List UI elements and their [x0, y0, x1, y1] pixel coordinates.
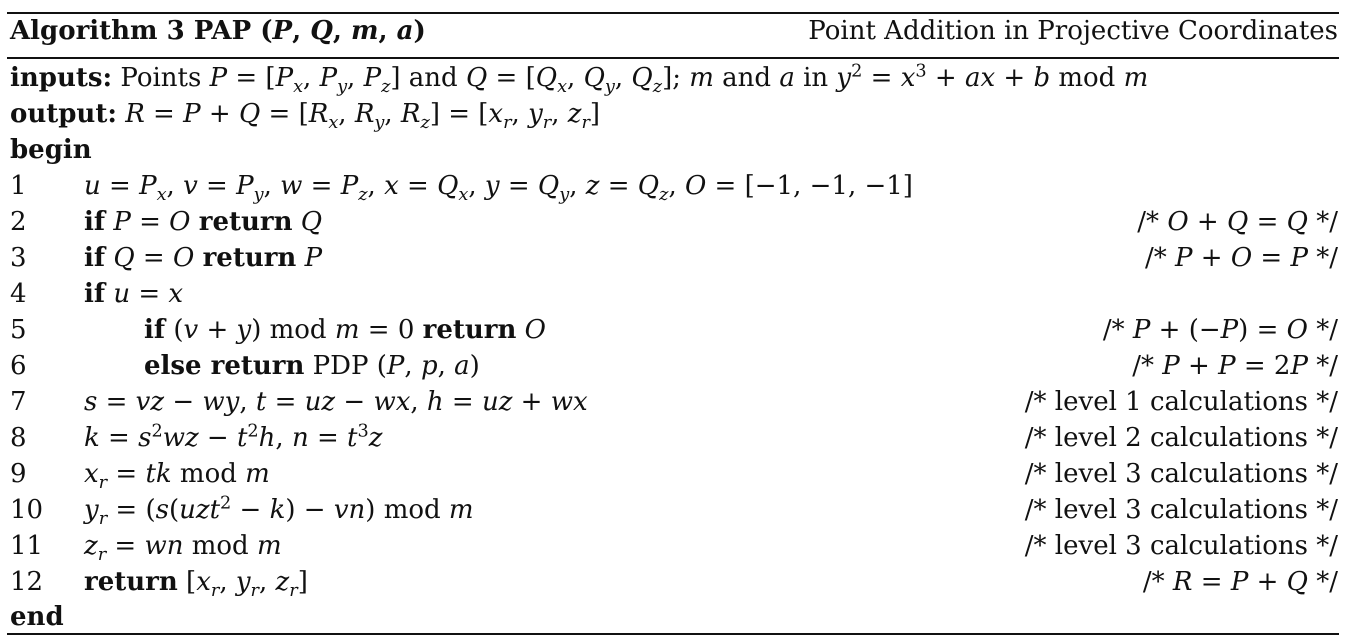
line-code: if (v + y) mod m = 0 return O [144, 315, 546, 345]
line-comment: /* level 3 calculations */ [1024, 531, 1338, 561]
line-code: else return PDP (P, p, a) [144, 351, 480, 381]
line-code: $y_r = (s(uzt^2 - k) - vn)$ mod m [84, 493, 474, 530]
inputs-line [10, 60, 1338, 96]
bottom-rule [7, 633, 1339, 635]
line-code: $u = P_x$, $v = P_y$, $w = P_z$, $x = Q_x$, $y = Q_y$, $z = Q_z$, O = [−1, −1, −1] [84, 171, 913, 206]
output-text: $R = P + Q = [R_x$, $R_y$, $R_z] = [x_r$, $y_r$, $z_r$] [125, 99, 601, 134]
algorithm-subtitle: Point Addition in Projective Coordinates [808, 16, 1338, 46]
code-line-5 [10, 312, 1338, 348]
code-line-11 [10, 528, 1338, 564]
line-number: 3 [10, 243, 27, 273]
line-comment: /* level 3 calculations */ [1024, 459, 1338, 489]
line-comment: /* P + (−P) = O */ [1102, 315, 1338, 345]
code-line-12 [10, 564, 1338, 600]
code-line-10 [10, 492, 1338, 528]
code-line-2 [10, 204, 1338, 240]
line-code: $k = s^2wz - t^2h$, $n = t^3z$ [84, 421, 383, 453]
line-number: 7 [10, 387, 27, 417]
line-comment: /* level 1 calculations */ [1024, 387, 1338, 417]
line-number: 10 [10, 495, 44, 525]
line-code: if u = x [84, 279, 184, 309]
code-line-7 [10, 384, 1338, 420]
output-keyword: output: [10, 99, 117, 129]
line-code: if P = O return Q [84, 207, 323, 237]
header-rule [7, 57, 1339, 59]
inputs-text: Points $P = [P_x$, $P_y$, $P_z$] and $Q = [Q_x$, $Q_y$, $Q_z$]; m and a in $y^2 = x^3$ + ax + b mod m [120, 61, 1149, 98]
line-code: s = vz − wy, t = uz − wx, h = uz + wx [84, 387, 588, 417]
line-code: $x_r$ = tk mod m [84, 459, 270, 494]
output-line [10, 96, 1338, 132]
code-line-3 [10, 240, 1338, 276]
line-number: 1 [10, 171, 27, 201]
line-comment: /* level 2 calculations */ [1024, 423, 1338, 453]
line-number: 4 [10, 279, 27, 309]
code-line-1 [10, 168, 1338, 204]
line-code: if Q = O return P [84, 243, 323, 273]
line-comment: /* O + Q = Q */ [1137, 207, 1338, 237]
code-line-9 [10, 456, 1338, 492]
line-comment: /* P + O = P */ [1144, 243, 1338, 273]
line-number: 2 [10, 207, 27, 237]
line-number: 6 [10, 351, 27, 381]
end-keyword: end [10, 602, 64, 632]
line-comment: /* level 3 calculations */ [1024, 495, 1338, 525]
line-number: 9 [10, 459, 27, 489]
end-line [10, 599, 1338, 635]
line-number: 8 [10, 423, 27, 453]
line-number: 12 [10, 567, 44, 597]
code-line-8 [10, 420, 1338, 456]
line-code: return [$x_r$, $y_r$, $z_r$] [84, 567, 308, 602]
begin-keyword: begin [10, 135, 92, 165]
line-code: $z_r$ = wn mod m [84, 531, 282, 566]
algorithm-title: Algorithm 3 PAP (P, Q, m, a) [10, 16, 426, 46]
line-number: 5 [10, 315, 27, 345]
code-line-6 [10, 348, 1338, 384]
inputs-keyword: inputs: [10, 63, 113, 93]
begin-line [10, 132, 1338, 168]
line-comment: /* R = P + Q */ [1142, 567, 1338, 597]
line-number: 11 [10, 531, 44, 561]
algorithm-header [10, 13, 1338, 49]
line-comment: /* P + P = 2P */ [1132, 351, 1338, 381]
code-line-4 [10, 276, 1338, 312]
